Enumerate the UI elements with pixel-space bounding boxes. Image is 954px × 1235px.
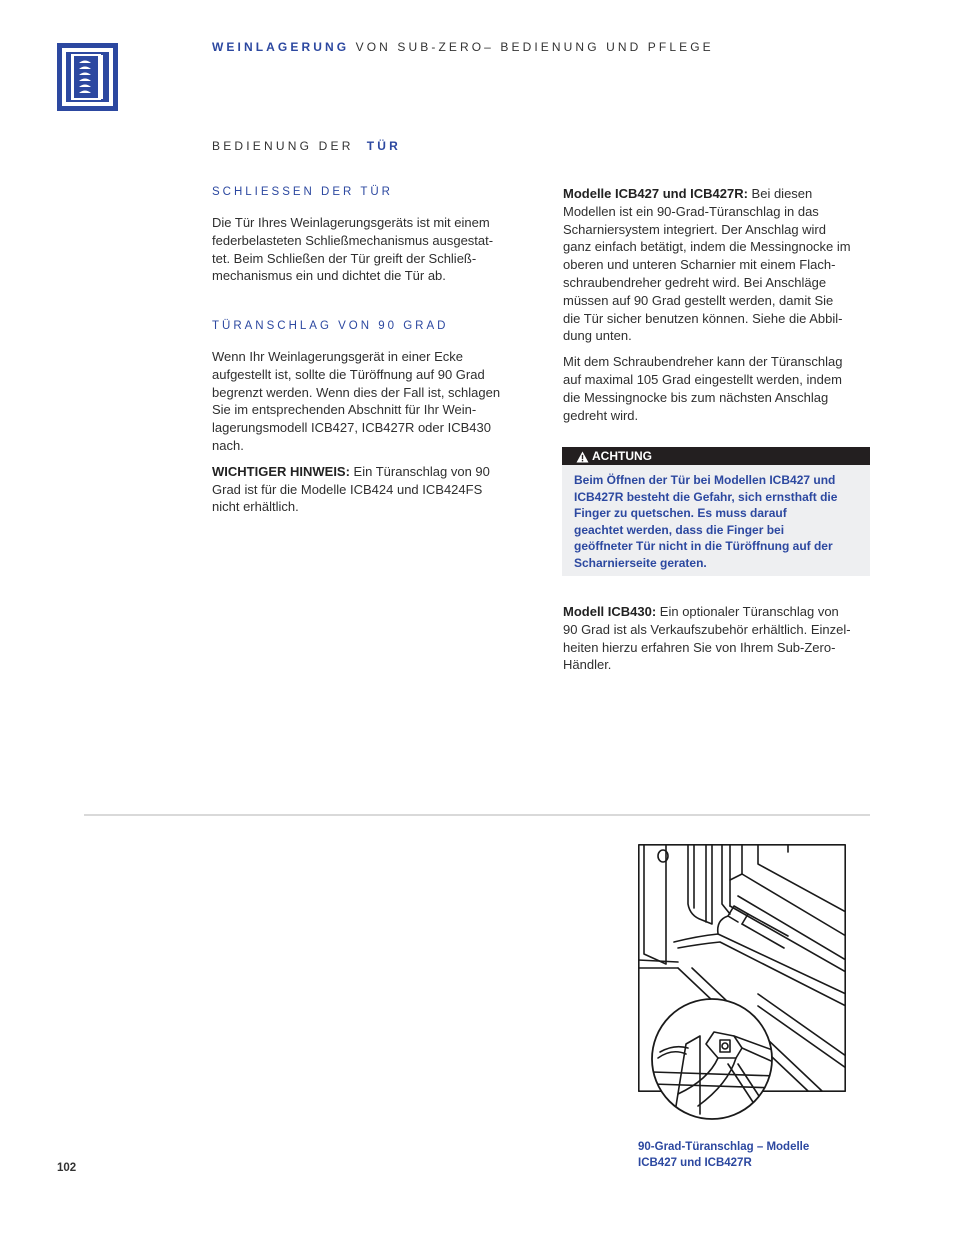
text-line: Scharniersystem integriert. Der Anschlag wird — [563, 221, 826, 237]
header-title: VON SUB-ZERO– BEDIENUNG UND PFLEGE — [355, 40, 714, 54]
note-label: WICHTIGER HINWEIS: — [212, 463, 350, 479]
text-line: geachtet werden, dass die Finger bei — [574, 522, 785, 537]
text-line: auf maximal 105 Grad eingestellt werden, indem — [563, 371, 842, 387]
text-line: aufgestellt ist, sollte die Türöffnung auf 90 Grad — [212, 366, 485, 382]
paragraph-tueranschlag — [212, 348, 542, 524]
warning-label: ACHTUNG — [592, 449, 652, 463]
text-line: Modellen ist ein 90-Grad-Türanschlag in das — [563, 203, 819, 219]
section-title-emph: TÜR — [366, 139, 401, 153]
important-note — [212, 463, 542, 516]
text-line: Sie im entsprechenden Abschnitt für Ihr Wein- — [212, 402, 477, 418]
section-title-prefix: BEDIENUNG DER — [212, 139, 354, 153]
caption-line: 90-Grad-Türanschlag – Modelle — [638, 1141, 810, 1153]
text-line: oberen und unteren Scharnier mit einem Flach- — [563, 257, 836, 273]
figure-caption — [638, 1140, 809, 1171]
text-line: Händler. — [563, 657, 612, 673]
text-line: tet. Beim Schließen der Tür greift der Schließ- — [212, 250, 477, 266]
text-line: Ein Türanschlag von 90 — [349, 463, 490, 479]
paragraph-schliessen — [212, 214, 542, 293]
warning-box — [562, 447, 870, 576]
text-line: Mit dem Schraubendreher kann der Türanschlag — [563, 354, 843, 370]
subhead-tueranschlag: TÜRANSCHLAG VON 90 GRAD — [212, 320, 449, 332]
running-header — [212, 40, 714, 54]
text-line: Scharnierseite geraten. — [574, 555, 707, 570]
text-line: 90 Grad ist als Verkaufszubehör erhältlich. Einzel- — [563, 621, 851, 637]
subhead-schliessen: SCHLIESSEN DER TÜR — [212, 186, 393, 198]
paragraph-model-icb430 — [563, 603, 893, 682]
text-line: Die Tür Ihres Weinlagerungsgeräts ist mit einem — [212, 215, 490, 230]
text-line: ICB427R besteht die Gefahr, sich ernsthaft die — [574, 489, 838, 504]
text-line: dung unten. — [563, 328, 632, 344]
text-line: Grad ist für die Modelle ICB424 und ICB424FS — [212, 481, 483, 497]
text-line: gedreht wird. — [563, 407, 639, 423]
text-line: mechanismus ein und dichtet die Tür ab. — [212, 268, 446, 284]
text-line: Beim Öffnen der Tür bei Modellen ICB427 und — [574, 473, 836, 487]
text-line: federbelasteten Schließmechanismus ausgestat- — [212, 232, 494, 248]
wine-storage-logo-icon — [57, 43, 118, 111]
text-line: heiten hierzu erfahren Sie von Ihrem Sub-Zero- — [563, 639, 836, 655]
text-line: müssen auf 90 Grad gestellt werden, damit Sie — [563, 292, 834, 308]
text-line: Wenn Ihr Weinlagerungsgerät in einer Ecke — [212, 349, 463, 364]
section-title — [212, 139, 401, 153]
warning-text — [574, 472, 870, 571]
caption-line: ICB427 und ICB427R — [638, 1156, 752, 1169]
paragraph-screwdriver — [563, 353, 893, 424]
text-line: Bei diesen — [747, 186, 813, 201]
page-number: 102 — [57, 1162, 77, 1174]
header-brand: WEINLAGERUNG — [212, 40, 350, 54]
text-line: geöffneter Tür nicht in die Türöffnung auf der — [574, 539, 833, 553]
warning-triangle-icon — [576, 450, 589, 468]
hinge-illustration — [638, 844, 846, 1125]
text-line: die Messingnocke bis zum nächsten Anschlag — [563, 389, 829, 405]
paragraph-models-icb427 — [563, 185, 893, 432]
text-line: nicht erhältlich. — [212, 499, 299, 515]
text-line: begrenzt werden. Wenn dies der Fall ist, schlagen — [212, 384, 501, 400]
text-line: lagerungsmodell ICB427, ICB427R oder ICB430 — [212, 420, 491, 436]
warning-header — [562, 447, 870, 465]
text-line: Finger zu quetschen. Es muss darauf — [574, 506, 787, 520]
text-line: Ein optionaler Türanschlag von — [656, 604, 839, 619]
text-line: die Tür sicher benutzen können. Siehe die Abbil- — [563, 310, 843, 326]
icb430-label: Modell ICB430: — [563, 604, 657, 619]
text-line: ganz einfach betätigt, indem die Messingnocke im — [563, 239, 851, 255]
models-label: Modelle ICB427 und ICB427R: — [563, 186, 748, 201]
divider — [84, 814, 870, 816]
text-line: schraubendreher gedreht wird. Bei Anschläge — [563, 274, 827, 290]
text-line: nach. — [212, 437, 244, 453]
